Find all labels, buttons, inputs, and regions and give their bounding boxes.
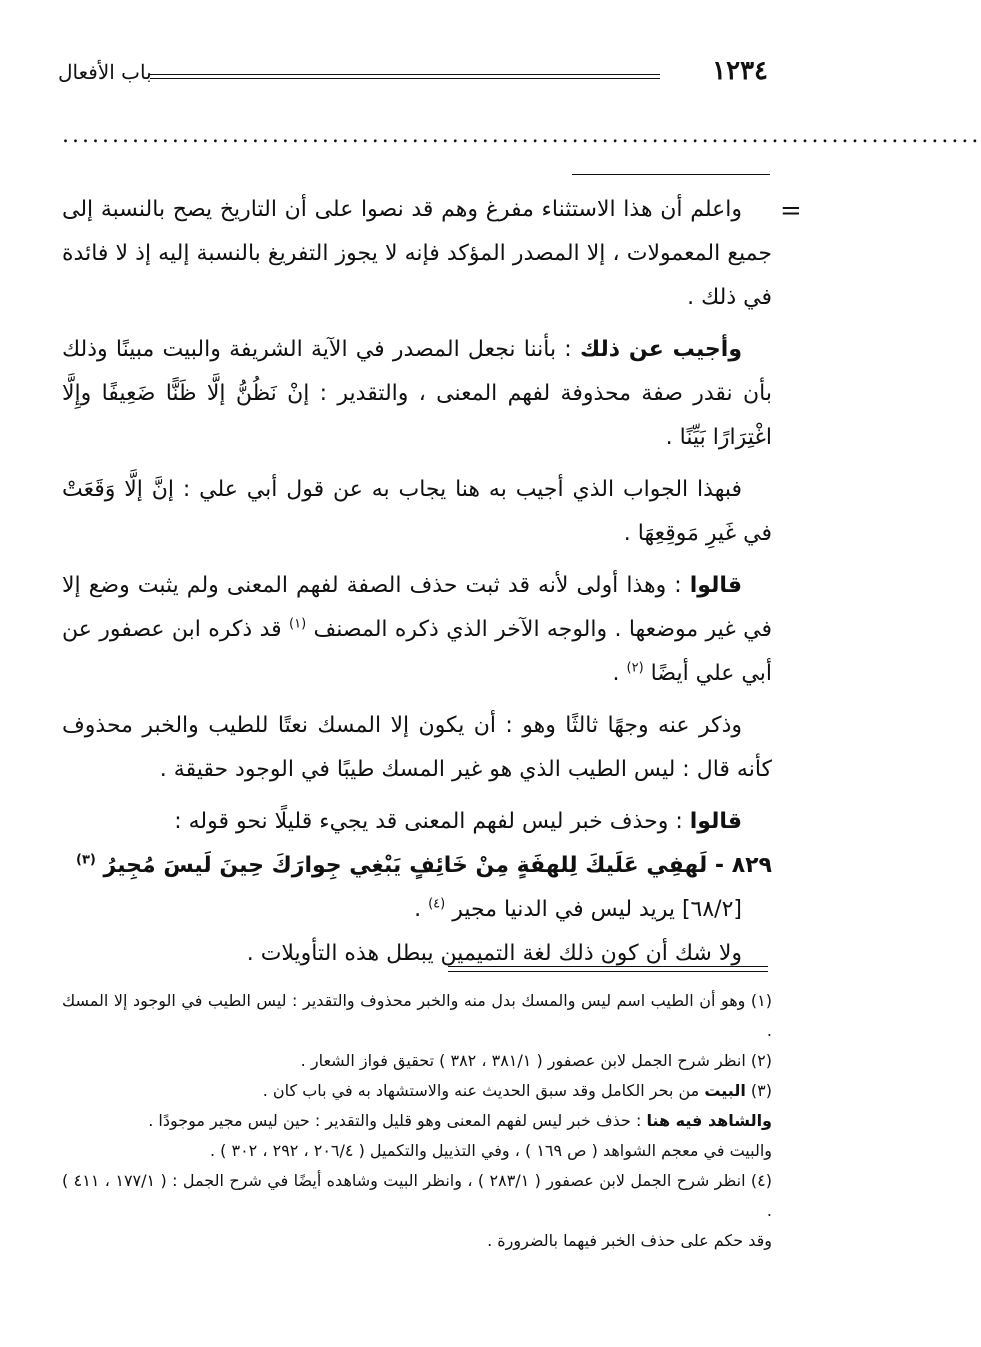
verse-hemistich-1: لَهفِي عَلَيكَ لِلهفَةٍ مِنْ خَائِفٍ — [409, 853, 708, 878]
footnote-3-text: من بحر الكامل وقد سبق الحديث عنه والاستشهاد به في باب كان . — [262, 1081, 705, 1100]
paragraph-4-text-a: : وهذا أولى لأنه قد ثبت حذف الصفة لفهم المعنى ولم يثبت وضع إلا في غير موضعها . والوجه الآخر الذي ذكره المصنف — [62, 573, 772, 642]
verse-first-half — [409, 844, 772, 888]
paragraph-3: فبهذا الجواب الذي أجيب به هنا يجاب به عن قول أبي علي : إنَّ إلَّا وَقَعَتْ في غَيرِ مَوقِعِهَا . — [62, 477, 772, 546]
paragraph-2 — [62, 328, 772, 460]
page-number: ١٢٣٤ — [712, 56, 768, 86]
verse-number: ٨٢٩ - — [714, 853, 772, 878]
footnote-1: (١) وهو أن الطيب اسم ليس والمسك بدل منه والخبر محذوف والتقدير : ليس الطيب في الوجود إلا المسك . — [62, 991, 772, 1040]
paragraph-2-text: : بأننا نجعل المصدر في الآية الشريفة والبيت مبينًا وذلك بأن نقدر صفة محذوفة لفهم المعنى ، والتقدير : إنْ نَظُنُّ إلَّا ظَنًّا ضَعِيفًا وإِلَّا اغْتِرَارًا بَيِّنًا . — [62, 337, 772, 450]
paragraph-5: وذكر عنه وجهًا ثالثًا وهو : أن يكون إلا المسك نعتًا للطيب والخبر محذوف كأنه قال : ليس الطيب الذي هو غير المسك طيبًا في الوجود حقيقة . — [62, 713, 772, 782]
footnote-3-witness-lead: والشاهد فيه هنا — [646, 1111, 772, 1130]
verse-second-half — [76, 844, 401, 888]
running-header — [58, 52, 768, 92]
continuation-mark: = — [780, 196, 802, 226]
footnote-3 — [62, 1076, 772, 1106]
paragraph-4-text-b: قد ذكره ابن عصفور عن أبي علي أيضًا — [62, 617, 772, 686]
header-rule — [150, 74, 660, 79]
footnote-4: (٤) انظر شرح الجمل لابن عصفور ( ٢٨٣/١ ) ، وانظر البيت وشاهده أيضًا في شرح الجمل : ( ١٧٧/١ ، ٤١١ ) . — [62, 1171, 773, 1220]
paragraph-1: واعلم أن هذا الاستثناء مفرغ وهم قد نصوا على أن التاريخ يصح بالنسبة إلى جميع المعمولات ، إلا المصدر المؤكد فإنه لا يجوز التفريغ بالنسبة إليه إذ لا فائدة في ذلك . — [62, 197, 772, 310]
paragraph-4 — [62, 564, 772, 696]
footnote-ref-3: (٣) — [76, 852, 96, 868]
footnote-3-sources: والبيت في معجم الشواهد ( ص ١٦٩ ) ، وفي التذييل والتكميل ( ٢٠٦/٤ ، ٢٩٢ ، ٣٠٢ ) . — [209, 1141, 772, 1160]
paragraph-6 — [62, 800, 772, 844]
dotted-separator: ............................................................................................ — [62, 123, 981, 148]
footnote-ref-4: (٤) — [428, 896, 446, 912]
paragraph-6-text: : وحذف خبر ليس لفهم المعنى قد يجيء قليلًا نحو قوله : — [174, 809, 690, 834]
footnote-2: (٢) انظر شرح الجمل لابن عصفور ( ٣٨١/١ ، ٣٨٢ ) تحقيق فواز الشعار . — [300, 1051, 772, 1070]
paragraph-4-end: . — [612, 661, 627, 686]
footnote-3-num: (٣) — [745, 1081, 772, 1100]
footnote-3-lead: البيت — [704, 1081, 746, 1100]
footnote-3-witness — [62, 1106, 772, 1136]
poetry-verse — [62, 844, 772, 888]
chapter-title: باب الأفعال — [58, 60, 152, 84]
paragraph-7-end: . — [414, 897, 429, 922]
paragraph-7 — [62, 888, 772, 932]
verse-hemistich-2: يَبْغِي جِوارَكَ حِينَ لَيسَ مُجِيرُ — [103, 853, 402, 878]
footnote-ref-1: (١) — [289, 616, 307, 632]
footnote-ref-2: (٢) — [626, 660, 644, 676]
paragraph-6-lead: قالوا — [689, 809, 742, 834]
paragraph-4-lead: قالوا — [689, 573, 742, 598]
footnotes — [62, 986, 772, 1256]
footnote-4-note: وقد حكم على حذف الخبر فيهما بالضرورة . — [487, 1231, 772, 1250]
paragraph-2-lead: وأجيب عن ذلك — [579, 337, 742, 362]
paragraph-8: ولا شك أن كون ذلك لغة التميمين يبطل هذه التأويلات . — [246, 941, 742, 966]
paragraph-7-text: [٦٨/٢] يريد ليس في الدنيا مجير — [445, 897, 742, 922]
main-text — [62, 188, 772, 984]
footnote-rule — [448, 966, 768, 972]
short-rule — [572, 174, 770, 175]
footnote-3-witness-text: : حذف خبر ليس لفهم المعنى وهو قليل والتقدير : حين ليس مجير موجودًا . — [148, 1111, 647, 1130]
